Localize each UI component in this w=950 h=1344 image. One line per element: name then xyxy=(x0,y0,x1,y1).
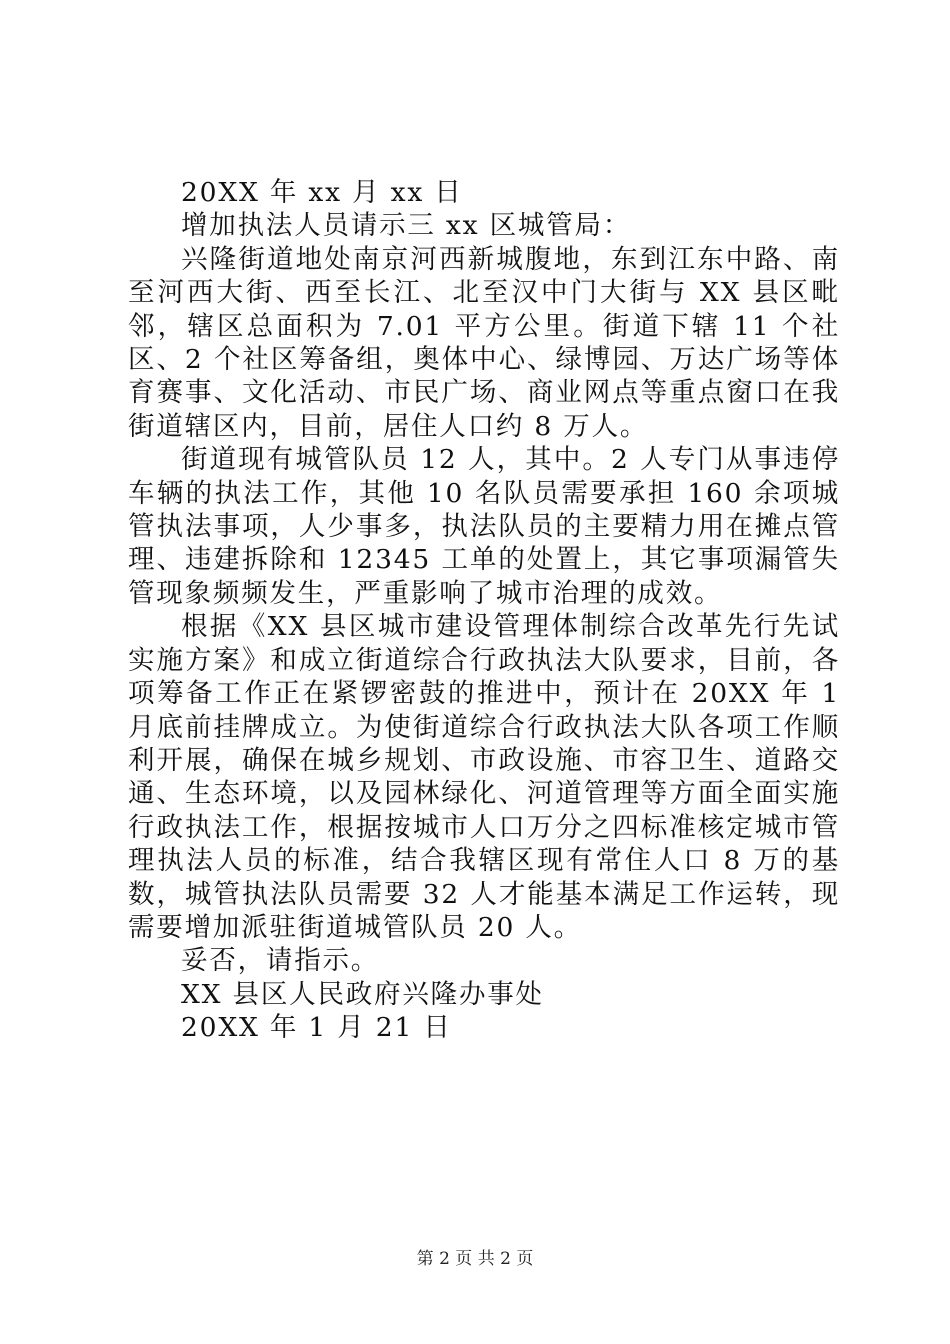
signature-date: 20XX 年 1 月 21 日 xyxy=(181,1012,452,1044)
paragraph-district-overview: 兴隆街道地处南京河西新城腹地，东到江东中路、南至河西大街、西至长江、北至汉中门大街与 XX 县区毗邻，辖区总面积为 7.01 平方公里。街道下辖 11 个社区、2 个社区筹备组，奥体中心、绿博园、万达广场等体育赛事、文化活动、市民广场、商业网点等重点窗口在我街道辖区内，目前，居住人口约 8 万人。 xyxy=(128,243,840,442)
date-header: 20XX 年 xx 月 xx 日 xyxy=(181,177,463,208)
document-body xyxy=(128,176,840,1045)
closing-line: 妥否，请指示。 xyxy=(181,945,380,977)
signature-organization: XX 县区人民政府兴隆办事处 xyxy=(181,978,544,1010)
page-footer: 第 2 页 共 2 页 xyxy=(416,1249,534,1269)
paragraph-current-staff: 街道现有城管队员 12 人，其中。2 人专门从事违停车辆的执法工作，其他 10 名队员需要承担 160 余项城管执法事项，人少事多，执法队员的主要精力用在摊点管理、违建拆除和 12345 工单的处置上，其它事项漏管失管现象频频发生，严重影响了城市治理的成效。 xyxy=(128,444,840,609)
paragraph-request-basis: 根据《XX 县区城市建设管理体制综合改革先行先试实施方案》和成立街道综合行政执法大队要求，目前，各项筹备工作正在紧锣密鼓的推进中，预计在 20XX 年 1 月底前挂牌成立。为使街道综合行政执法大队各项工作顺利开展，确保在城乡规划、市政设施、市容卫生、道路交通、生态环境，以及园林绿化、河道管理等方面全面实施行政执法工作，根据按城市人口万分之四标准核定城市管理执法人员的标准，结合我辖区现有常住人口 8 万的基数，城管执法队员需要 32 人才能基本满足工作运转，现需要增加派驻街道城管队员 20 人。 xyxy=(128,611,840,943)
request-title: 增加执法人员请示三 xx 区城管局： xyxy=(181,210,632,242)
